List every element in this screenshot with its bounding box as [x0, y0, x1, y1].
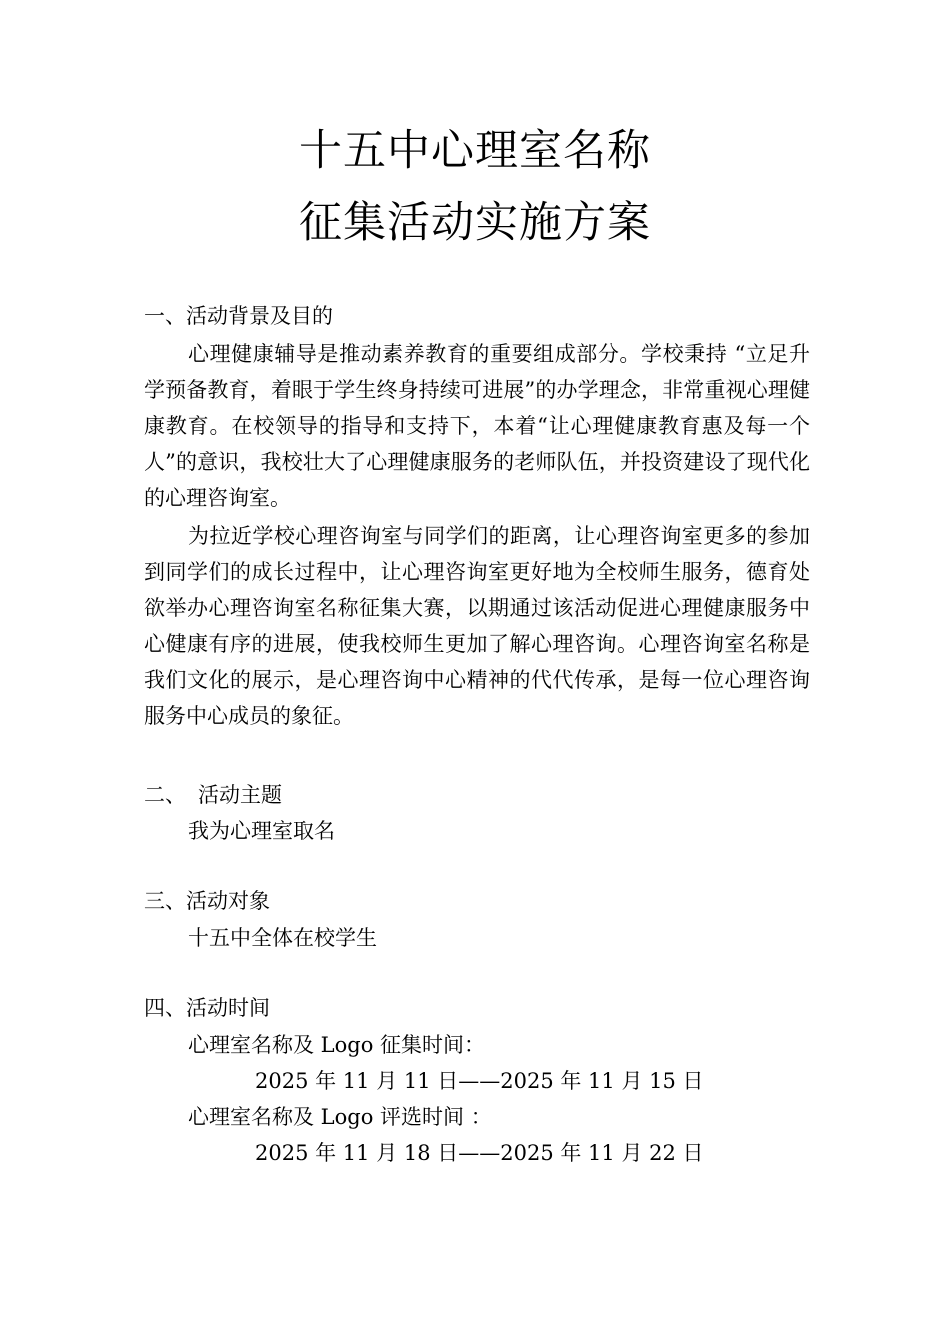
- section-2-content: 我为心理室取名: [188, 819, 335, 843]
- selection-time-label: 心理室名称及 Logo 评选时间 ：: [188, 1105, 492, 1129]
- section-2-heading-number: 二、: [144, 783, 186, 807]
- collection-time-label: 心理室名称及 Logo 征集时间：: [188, 1033, 486, 1057]
- section-3-heading: 三、活动对象: [144, 889, 270, 913]
- section-3-content: 十五中全体在校学生: [188, 926, 377, 950]
- document-title-line-2: 征集活动实施方案: [299, 198, 651, 248]
- section-1-heading: 一、活动背景及目的: [144, 304, 333, 328]
- section-4-heading: 四、活动时间: [144, 996, 270, 1020]
- section-2-heading: [144, 782, 282, 808]
- section-1-paragraph-1: 心理健康辅导是推动素养教育的重要组成部分。学校秉持 “立足升学预备教育，着眼于学生终身持续可进展”的办学理念，非常重视心理健康教育。在校领导的指导和支持下，本着“让心理健康教育惠及每一个人”的意识，我校壮大了心理健康服务的老师队伍，并投资建设了现代化的心理咨询室。: [144, 342, 810, 510]
- section-1-paragraph-2: 为拉近学校心理咨询室与同学们的距离，让心理咨询室更多的参加到同学们的成长过程中，让心理咨询室更好地为全校师生服务，德育处欲举办心理咨询室名称征集大赛，以期通过该活动促进心理健康服务中心健康有序的进展，使我校师生更加了解心理咨询。心理咨询室名称是我们文化的展示，是心理咨询中心精神的代代传承，是每一位心理咨询服务中心成员的象征。: [144, 524, 810, 728]
- selection-time-range: 2025 年 11 月 18 日——2025 年 11 月 22 日: [255, 1141, 704, 1165]
- document-title-line-1: 十五中心理室名称: [299, 126, 651, 176]
- collection-time-range: 2025 年 11 月 11 日——2025 年 11 月 15 日: [255, 1069, 704, 1093]
- section-2-heading-text: 活动主题: [198, 783, 282, 807]
